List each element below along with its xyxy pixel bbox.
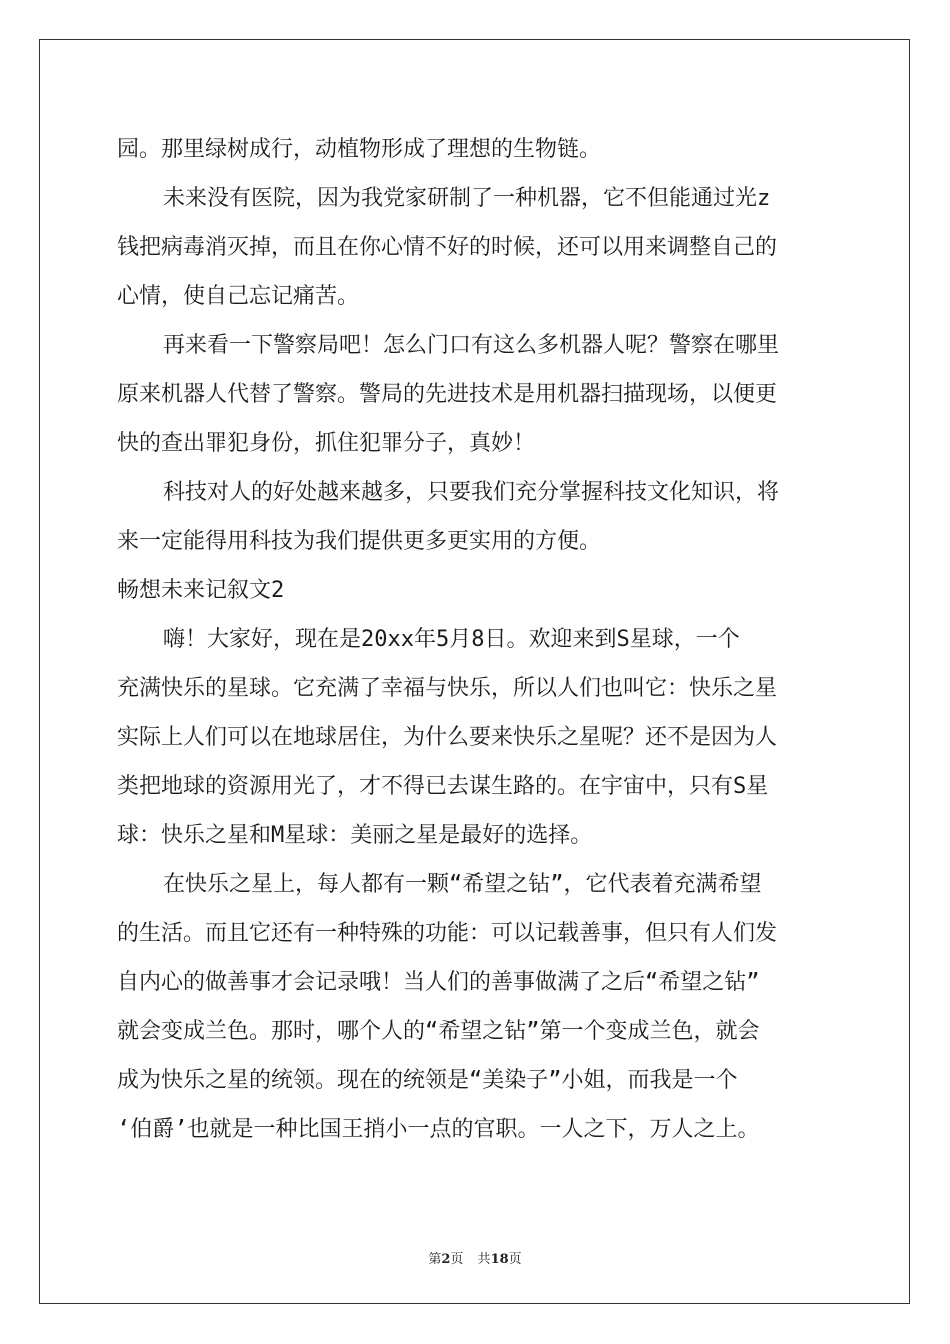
page-prefix: 第 — [428, 1252, 442, 1267]
text-line: 再来看一下警察局吧！怎么门口有这么多机器人呢？警察在哪里 — [163, 333, 780, 358]
text-line: 快的查出罪犯身份，抓住犯罪分子，真妙！ — [117, 431, 536, 456]
page-number: 2 — [441, 1252, 451, 1267]
text-line: 成为快乐之星的统领。现在的统领是“美染子”小姐，而我是一个 — [117, 1068, 738, 1093]
text-line: 原来机器人代替了警察。警局的先进技术是用机器扫描现场，以便更 — [117, 382, 778, 407]
total-pages: 18 — [490, 1252, 509, 1267]
text-line: 类把地球的资源用光了，才不得已去谋生路的。在宇宙中，只有S星 — [117, 774, 769, 799]
section-title: 畅想未来记叙文2 — [117, 578, 285, 603]
page-suffix: 页 — [450, 1252, 464, 1267]
text-line: 嗨！大家好，现在是20xx年5月8日。欢迎来到S星球，一个 — [163, 627, 740, 652]
text-line: 钱把病毒消灭掉，而且在你心情不好的时候，还可以用来调整自己的 — [117, 235, 778, 260]
text-line: 园。那里绿树成行，动植物形成了理想的生物链。 — [117, 137, 602, 162]
text-line: 就会变成兰色。那时，哪个人的“希望之钻”第一个变成兰色，就会 — [117, 1019, 760, 1044]
total-prefix: 共 — [477, 1252, 491, 1267]
text-line: 实际上人们可以在地球居住，为什么要来快乐之星呢？还不是因为人 — [117, 725, 778, 750]
text-line: 的生活。而且它还有一种特殊的功能：可以记载善事，但只有人们发 — [117, 921, 778, 946]
total-suffix: 页 — [508, 1252, 522, 1267]
text-line: 球：快乐之星和M星球：美丽之星是最好的选择。 — [117, 823, 593, 848]
text-line: 在快乐之星上，每人都有一颗“希望之钻”，它代表着充满希望 — [163, 872, 762, 897]
document-body — [117, 125, 837, 1154]
page-indicator — [428, 1252, 463, 1267]
total-pages-indicator — [478, 1252, 522, 1267]
text-line: 心情，使自己忘记痛苦。 — [117, 284, 360, 309]
text-line: 来一定能得用科技为我们提供更多更实用的方便。 — [117, 529, 602, 554]
text-line: ‘伯爵’也就是一种比国王捎小一点的官职。一人之下，万人之上。 — [117, 1117, 760, 1142]
page-footer — [0, 1248, 950, 1267]
text-line: 充满快乐的星球。它充满了幸福与快乐，所以人们也叫它：快乐之星 — [117, 676, 778, 701]
text-line: 科技对人的好处越来越多，只要我们充分掌握科技文化知识，将 — [163, 480, 780, 505]
text-line: 自内心的做善事才会记录哦！当人们的善事做满了之后“希望之钻” — [117, 970, 760, 995]
text-line: 未来没有医院，因为我党家研制了一种机器，它不但能通过光z — [163, 186, 771, 211]
